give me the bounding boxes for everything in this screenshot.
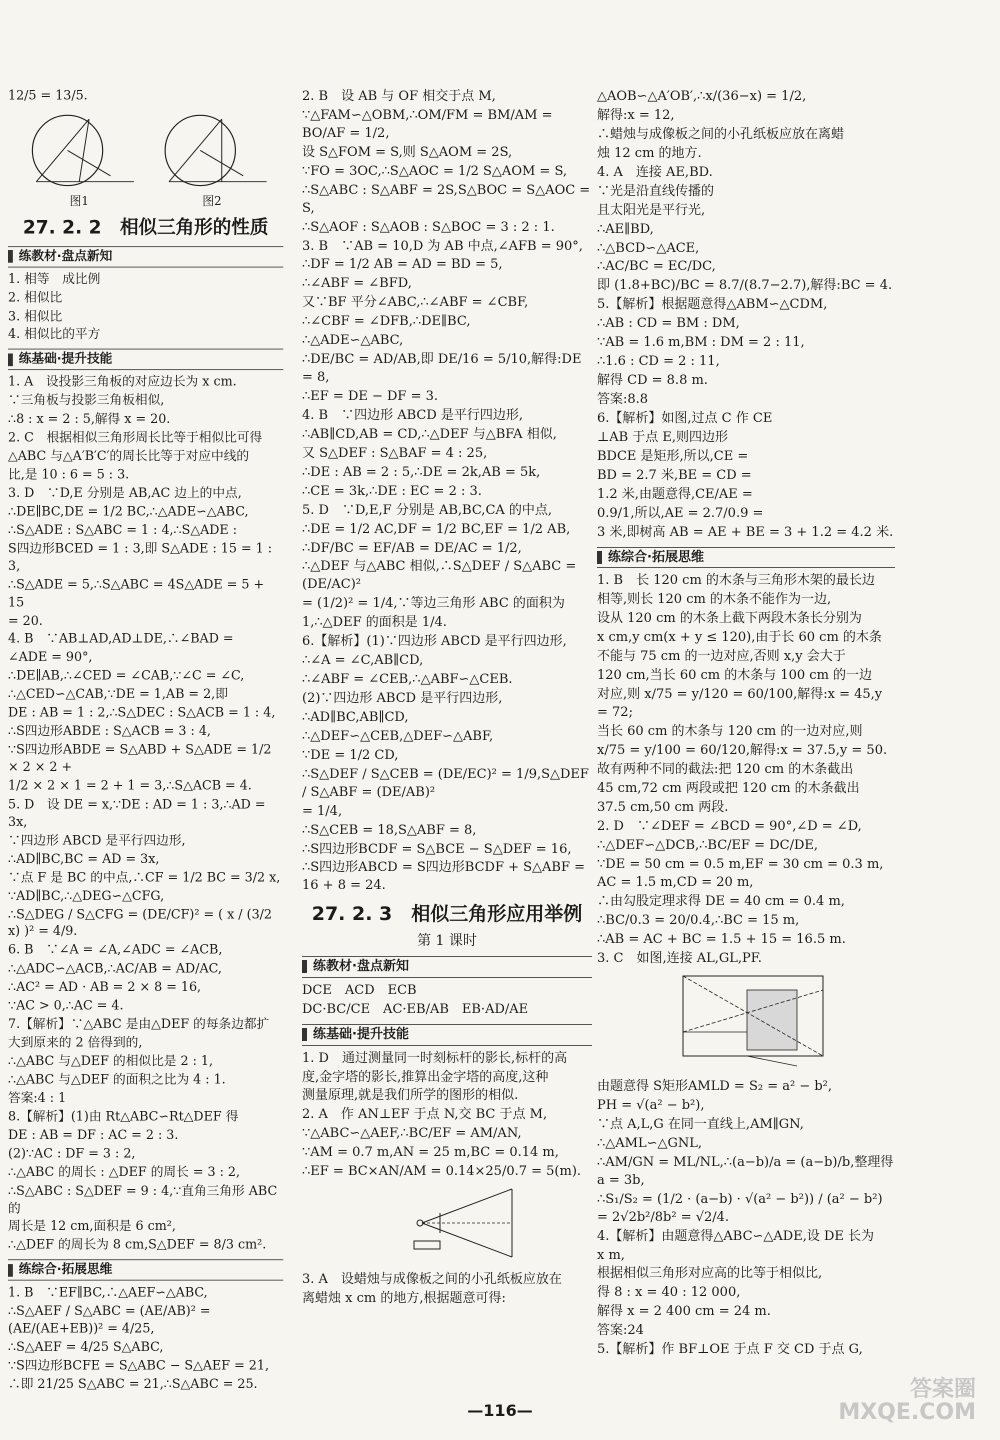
geometry-figure — [597, 970, 895, 1076]
text-line: ∵点 A,L,G 在同一直线上,AM∥GN, — [597, 1116, 804, 1132]
text-line: ∴S四边形ABCD = S四边形BCDF + S△ABF = 16 + 8 = 24. — [302, 860, 590, 894]
text-line: 根据相似三角形对应高的比等于相似比, — [597, 1266, 823, 1282]
text-line: ∴AB∥CD,AB = CD,∴△DEF 与△BFA 相似, — [302, 426, 557, 442]
text-line: 由题意得 S矩形AMLD = S₂ = a² − b², — [597, 1079, 833, 1095]
text-line: ∠ADE = 90°, — [8, 650, 93, 666]
section-band: 练教材·盘点新知 — [8, 246, 283, 267]
text-line: 答案:24 — [597, 1323, 644, 1339]
text-line: ∴AB = AC + BC = 1.5 + 15 = 16.5 m. — [597, 932, 846, 948]
answer-block — [8, 1285, 283, 1394]
text-line: 0.9/1,所以,AE = 2.7/0.9 = — [597, 505, 764, 521]
text-line: ∵FO = 3OC,∴S△AOC = 1/2 S△AOM = S, — [302, 163, 568, 179]
text-line: 设 S△FOM = S,则 S△AOM = 2S, — [302, 144, 513, 160]
watermark-logo — [838, 1378, 976, 1424]
text-line: 7.【解析】∵△ABC 是由△DEF 的每条边都扩 — [8, 1017, 270, 1032]
text-line: 即 (1.8+BC)/BC = 8.7/(8.7−2.7),解得:BC = 4. — [597, 278, 893, 294]
text-line: ∴△CED∽△CAB,∵DE = 1,AB = 2,即 — [8, 687, 228, 703]
text-line: ∴△AML∽△GNL, — [597, 1135, 703, 1151]
text-line: 烛 12 cm 的地方. — [597, 145, 702, 161]
column-left — [8, 88, 283, 1395]
circle-diagram-icon — [21, 107, 138, 193]
text-line: ∴EF = BC×AN/AM = 0.14×25/0.7 = 5(m). — [302, 1164, 582, 1180]
text-line: 3. A 设蜡烛与成像板之间的小孔纸板应放在 — [302, 1272, 562, 1288]
text-line: PH = √(a² − b²), — [597, 1098, 705, 1113]
text-line: ∵三角板与投影三角板相似, — [8, 393, 165, 409]
text-line: ∴由勾股定理求得 DE = 40 cm = 0.4 m, — [597, 894, 845, 910]
text-line: ∵△FAM∽△OBM,∴OM/FM = BM/AM = BO/AF = 1/2, — [302, 107, 557, 141]
text-line: S四边形BCED = 1 : 3,即 S△ADE : 15 = 1 : 3, — [8, 541, 277, 574]
text-line: ∴8 : x = 2 : 5,解得 x = 20. — [8, 412, 171, 427]
text-line: 5.【解析】根据题意得△ABM∽△CDM, — [597, 297, 828, 313]
text-line: ∵AM = 0.7 m,AN = 25 m,BC = 0.14 m, — [302, 1145, 559, 1161]
figure-1 — [21, 107, 138, 209]
text-line: 3. B ∵AB = 10,D 为 AB 中点,∠AFB = 90°, — [302, 238, 583, 254]
text-line: ∵DE = 1/2 CD, — [302, 747, 399, 763]
column-middle — [302, 88, 595, 1309]
section-band: 练基础·提升技能 — [8, 349, 283, 370]
text-line: ∴S₁/S₂ = (1/2 · (a−b) · √(a² − b²)) / (a² − b²) = 2√2b²/8b² = √2/4. — [597, 1191, 887, 1225]
answer-block — [8, 374, 283, 1254]
section-band: 练综合·拓展思维 — [597, 547, 895, 569]
list-item: DCE ACD ECB — [302, 982, 417, 998]
text-line: ∴AB : CD = BM : DM, — [597, 316, 740, 332]
text-line: ∴△DEF∽△CEB,△DEF∽△ABF, — [302, 728, 494, 744]
knowledge-list — [8, 271, 283, 344]
text-line: 45 cm,72 cm 两段或把 120 cm 的木条截出 — [597, 780, 860, 796]
text-line: 5. D 设 DE = x,∵DE : AD = 1 : 3,∴AD = 3x, — [8, 797, 270, 830]
text-line: (2)∵AC : DF = 3 : 2, — [8, 1146, 136, 1162]
text-line: ∴S△DEF / S△CEB = (DE/EC)² = 1/9,S△DEF / S△ABF = (DE/AB)² — [302, 766, 594, 800]
text-line: ∵四边形 ABCD 是平行四边形, — [8, 833, 186, 849]
text-line: ∴蜡烛与成像板之间的小孔纸板应放在离蜡 — [597, 126, 845, 142]
text-line: 比,是 10 : 6 = 5 : 3. — [8, 467, 130, 483]
text-line: 解得:x = 12, — [597, 107, 675, 123]
text-line: 1. B 长 120 cm 的木条与三角形木架的最长边 — [597, 573, 875, 589]
text-line: ∴S△AEF = 4/25 S△ABC, — [8, 1340, 164, 1355]
list-item: DC·BC/CE AC·EB/AB EB·AD/AE — [302, 1001, 529, 1017]
text-line: 答案:4 : 1 — [8, 1091, 67, 1106]
text-line: ∴S△ADE : S△ABC = 1 : 4,∴S△ADE : — [8, 523, 237, 538]
text-line: ∴S△ABC : S△DEF = 9 : 4,∵直角三角形 ABC 的 — [8, 1183, 282, 1216]
text-line: ∴△BCD∽△ACE, — [597, 240, 700, 256]
text-line: 4. B ∵AB⊥AD,AD⊥DE,∴∠BAD = — [8, 632, 234, 647]
text-line: ∴△DEF∽△DCB,∴BC/EF = DC/DE, — [597, 837, 818, 853]
text-line: 当长 60 cm 的木条与 120 cm 的一边对应,则 — [597, 723, 863, 739]
text-line: 相等,则长 120 cm 的木条不能作为一边, — [597, 592, 832, 608]
list-item: 2. 相似比 — [8, 290, 63, 306]
text-line: 37.5 cm,50 cm 两段. — [597, 799, 729, 815]
text-line: 3. D ∵D,E 分别是 AB,AC 边上的中点, — [8, 486, 242, 501]
text-line: ∴DE = 1/2 AC,DF = 1/2 BC,EF = 1/2 AB, — [302, 521, 571, 537]
text-line: 2. B 设 AB 与 OF 相交于点 M, — [302, 89, 496, 104]
answer-block — [302, 1271, 592, 1308]
section-band: 练基础·提升技能 — [302, 1024, 592, 1046]
text-line: ⊥AB 于点 E,则四边形 — [597, 429, 729, 445]
text-line: 6.【解析】如图,过点 C 作 CE — [597, 410, 773, 426]
text-line: 1. D 通过测量同一时刻标杆的影长,标杆的高 — [302, 1050, 568, 1066]
text-line: BD = 2.7 米,BE = CD = — [597, 467, 752, 483]
text-line: ∵AC > 0,∴AC = 4. — [8, 998, 124, 1014]
text-line: ∴∠ABF = ∠BFD, — [302, 276, 412, 292]
intro-line: 12/5 = 13/5. — [8, 88, 88, 104]
text-line: ∴AM/GN = ML/NL,∴(a−b)/a = (a−b)/b,整理得 a = 3b, — [597, 1154, 898, 1188]
list-item: 3. 相似比 — [8, 309, 63, 324]
section-title: 27. 2. 3 相似三角形应用举例 — [311, 903, 583, 926]
text-line: x m, — [597, 1247, 625, 1263]
text-line: ∴∠ABF = ∠CEB,∴△ABF∽△CEB. — [302, 672, 513, 688]
text-line: ∴DE : AB = 2 : 5,∴DE = 2k,AB = 5k, — [302, 464, 541, 480]
watermark-line: 答案圈 — [909, 1377, 976, 1402]
text-line: 120 cm,当长 60 cm 的木条与 100 cm 的一边 — [597, 668, 873, 684]
text-line: ∴∠A = ∠C,AB∥CD, — [302, 653, 424, 669]
text-line: 对应,则 x/75 = y/120 = 60/100,解得:x = 45,y = 72; — [597, 687, 887, 720]
text-line: ∵点 F 是 BC 的中点,∴CF = 1/2 BC = 3/2 x, — [8, 870, 281, 886]
text-line: ∴DE/BC = AD/AB,即 DE/16 = 5/10,解得:DE = 8, — [302, 352, 586, 386]
text-line: 2. C 根据相似三角形周长比等于相似比可得 — [8, 430, 263, 446]
rectangle-diagram-icon — [597, 970, 887, 1070]
text-line: △AOB∽△A′OB′,∴x/(36−x) = 1/2, — [597, 89, 807, 104]
text-line: 得 8 : x = 40 : 12 000, — [597, 1285, 741, 1301]
text-line: 且太阳光是平行光, — [597, 202, 706, 218]
text-line: ∴S四边形BCDF = S△BCE − S△DEF = 16, — [302, 841, 572, 857]
figure-2 — [153, 107, 270, 209]
section-title: 27. 2. 2 相似三角形的性质 — [22, 217, 269, 239]
text-line: ∴S△ABC : S△ABF = 2S,S△BOC = S△AOC = S, — [302, 182, 595, 216]
text-line: ∴△ABC 与△DEF 的相似比是 2 : 1, — [8, 1054, 214, 1069]
text-line: = 20. — [8, 613, 43, 629]
text-line: ∴△ABC 的周长 : △DEF 的周长 = 3 : 2, — [8, 1165, 241, 1180]
text-line: 4. A 连接 AE,BD. — [597, 164, 713, 180]
text-line: 2. A 作 AN⊥EF 于点 N,交 BC 于点 M, — [302, 1107, 548, 1123]
text-line: 3 米,即树高 AB = AE + BE = 3 + 1.2 = 4.2 米. — [597, 524, 894, 540]
text-line: 5. D ∵D,E,F 分别是 AB,BC,CA 的中点, — [302, 502, 553, 518]
text-line: 解得 x = 2 400 cm = 24 m. — [597, 1304, 771, 1320]
text-line: ∵S四边形ABDE = S△ABD + S△ADE = 1/2 × 2 × 2 + — [8, 742, 276, 776]
text-line: (2)∵四边形 ABCD 是平行四边形, — [302, 691, 503, 706]
text-line: x/75 = y/100 = 60/120,解得:x = 37.5,y = 50. — [597, 742, 888, 758]
answer-block — [302, 88, 595, 895]
text-line: 解得 CD = 8.8 m. — [597, 373, 708, 389]
answer-block — [597, 572, 895, 968]
list-item: 1. 相等 成比例 — [8, 272, 101, 287]
text-line: x cm,y cm(x + y ≤ 120),由于长 60 cm 的木条 — [597, 630, 882, 646]
text-line: 离蜡烛 x cm 的地方,根据题意可得: — [302, 1291, 506, 1307]
text-line: 又∵BF 平分∠ABC,∴∠ABF = ∠CBF, — [302, 295, 529, 311]
text-line: 答案:8.8 — [597, 392, 649, 407]
text-line: ∴AD∥BC,BC = AD = 3x, — [8, 851, 160, 867]
text-line: 1. A 设投影三角板的对应边长为 x cm. — [8, 375, 237, 390]
text-line: ∴AD∥BC,AB∥CD, — [302, 709, 409, 725]
list-item: 4. 相似比的平方 — [8, 327, 101, 343]
text-line: ∴DF = 1/2 AB = AD = BD = 5, — [302, 257, 503, 273]
text-line: 1. B ∵EF∥BC,∴△AEF∽△ABC, — [8, 1285, 208, 1301]
figure-2-label: 图2 — [202, 194, 222, 208]
text-line: ∴∠CBF = ∠DFB,∴DE∥BC, — [302, 314, 471, 330]
text-line: 2. D ∵∠DEF = ∠BCD = 90°,∠D = ∠D, — [597, 818, 862, 834]
text-line: ∴EF = DE − DF = 3. — [302, 389, 439, 404]
answer-block — [302, 1050, 592, 1182]
text-line: ∴△ADC∽△ACB,∴AC/AB = AD/AC, — [8, 961, 222, 977]
answer-block — [597, 1078, 898, 1359]
text-line: ∴△DEF 与△ABC 相似,∴S△DEF / S△ABC = (DE/AC)² — [302, 559, 581, 593]
text-line: ∴BC/0.3 = 20/0.4,∴BC = 15 m, — [597, 913, 800, 929]
text-line: BDCE 是矩形,所以,CE = — [597, 448, 749, 464]
geometry-figure — [302, 1183, 592, 1269]
column-right — [597, 88, 898, 1360]
text-line: ∵△ABC∽△AEF,∴BC/EF = AM/AN, — [302, 1126, 522, 1142]
text-line: ∴△DEF 的周长为 8 cm,S△DEF = 8/3 cm². — [8, 1238, 267, 1253]
text-line: △ABC 与△A′B′C′的周长比等于对应中线的 — [8, 449, 250, 464]
text-line: 1/2 × 2 × 1 = 2 + 1 = 3,∴S△ACB = 4. — [8, 778, 252, 794]
text-line: ∵S四边形BCFE = S△ABC − S△AEF = 21, — [8, 1358, 270, 1374]
text-line: 周长是 12 cm,面积是 6 cm², — [8, 1219, 176, 1235]
measure-diagram-icon — [302, 1183, 582, 1263]
text-line: ∵光是沿直线传播的 — [597, 183, 715, 199]
text-line: ∴△ABC 与△DEF 的面积之比为 4 : 1. — [8, 1072, 226, 1088]
text-line: 3. C 如图,连接 AL,GL,PF. — [597, 951, 762, 967]
text-line: 6. B ∵∠A = ∠A,∠ADC = ∠ACB, — [8, 943, 223, 958]
text-line: 5.【解析】作 BF⊥OE 于点 F 交 CD 于点 G, — [597, 1342, 863, 1358]
text-line: ∴S△CEB = 18,S△ABF = 8, — [302, 822, 477, 838]
text-line: DE : AB = DF : AC = 2 : 3. — [8, 1128, 179, 1143]
text-line: ∴DE∥BC,DE = 1/2 BC,∴△ADE∽△ABC, — [8, 504, 249, 520]
text-line: ∴S△AOF : S△AOB : S△BOC = 3 : 2 : 1. — [302, 219, 555, 235]
text-line: 1.2 米,由题意得,CE/AE = — [597, 486, 753, 502]
text-line: ∴AC² = AD · AB = 2 × 8 = 16, — [8, 980, 202, 995]
text-line: 6.【解析】(1)∵四边形 ABCD 是平行四边形, — [302, 634, 567, 650]
text-line: 度,金字塔的影长,推算出金字塔的高度,这种 — [302, 1069, 549, 1085]
text-line: ∴CE = 3k,∴DE : EC = 2 : 3. — [302, 483, 482, 499]
text-line: ∴S△AEF / S△ABC = (AE/AB)² = (AE/(AE+EB))² = 4/25, — [8, 1304, 215, 1337]
text-line: 测量原理,就是我们所学的图形的相似. — [302, 1088, 519, 1104]
text-line: 1,∴△DEF 的面积是 1/4. — [302, 615, 447, 631]
text-line: 又 S△DEF : S△BAF = 4 : 25, — [302, 445, 488, 461]
text-line: ∴1.6 : CD = 2 : 11, — [597, 354, 720, 370]
text-line: DE : AB = 1 : 2,∴S△DEC : S△ACB = 1 : 4, — [8, 706, 276, 721]
text-line: 大到原来的 2 倍得到的, — [8, 1035, 143, 1051]
text-line: ∴DF/BC = EF/AB = DE/AC = 1/2, — [302, 540, 522, 556]
text-line: ∴S△DEG / S△CFG = (DE/CF)² = ( x / (3/2 x) )² = 4/9. — [8, 907, 277, 940]
lesson-title: 第 1 课时 — [417, 932, 477, 949]
answer-block — [597, 88, 895, 542]
text-line: 设从 120 cm 的木条上截下两段木条长分别为 — [597, 611, 862, 627]
figure-1-label: 图1 — [69, 194, 89, 208]
text-line: 故有两种不同的截法:把 120 cm 的木条截出 — [597, 761, 854, 777]
text-line: ∴S四边形ABDE : S△ACB = 3 : 4, — [8, 724, 211, 740]
text-line: = 1/4, — [302, 803, 343, 819]
text-line: ∵DE = 50 cm = 0.5 m,EF = 30 cm = 0.3 m, — [597, 856, 884, 872]
text-line: 4.【解析】由题意得△ABC∽△ADE,设 DE 长为 — [597, 1228, 875, 1244]
text-line: ∴S△ADE = 5,∴S△ABC = 4S△ADE = 5 + 15 — [8, 577, 269, 610]
text-line: ∴即 21/25 S△ABC = 21,∴S△ABC = 25. — [8, 1377, 258, 1392]
circle-figures — [8, 107, 283, 209]
watermark-line: MXQE.COM — [838, 1400, 976, 1426]
text-line: ∴△ADE∽△ABC, — [302, 333, 404, 349]
text-line: AC = 1.5 m,CD = 20 m, — [597, 875, 754, 891]
text-line: ∵AB = 1.6 m,BM : DM = 2 : 11, — [597, 335, 805, 351]
text-line: ∵AD∥BC,∴△DEG∽△CFG, — [8, 888, 165, 904]
page-number: —116— — [467, 1401, 533, 1420]
text-line: 8.【解析】(1)由 Rt△ABC∽Rt△DEF 得 — [8, 1109, 239, 1125]
text-line: ∴AC/BC = EC/DC, — [597, 259, 716, 275]
text-line: ∴DE∥AB,∴∠CED = ∠CAB,∵∠C = ∠C, — [8, 669, 245, 684]
text-line: = (1/2)² = 1/4,∵等边三角形 ABC 的面积为 — [302, 596, 565, 612]
section-band: 练教材·盘点新知 — [302, 956, 592, 978]
text-line: ∴AE∥BD, — [597, 221, 654, 237]
circle-diagram-icon — [153, 107, 270, 193]
section-band: 练综合·拓展思维 — [8, 1260, 283, 1281]
text-line: 4. B ∵四边形 ABCD 是平行四边形, — [302, 407, 524, 423]
text-line: 不能与 75 cm 的一边对应,否则 x,y 会大于 — [597, 649, 846, 665]
